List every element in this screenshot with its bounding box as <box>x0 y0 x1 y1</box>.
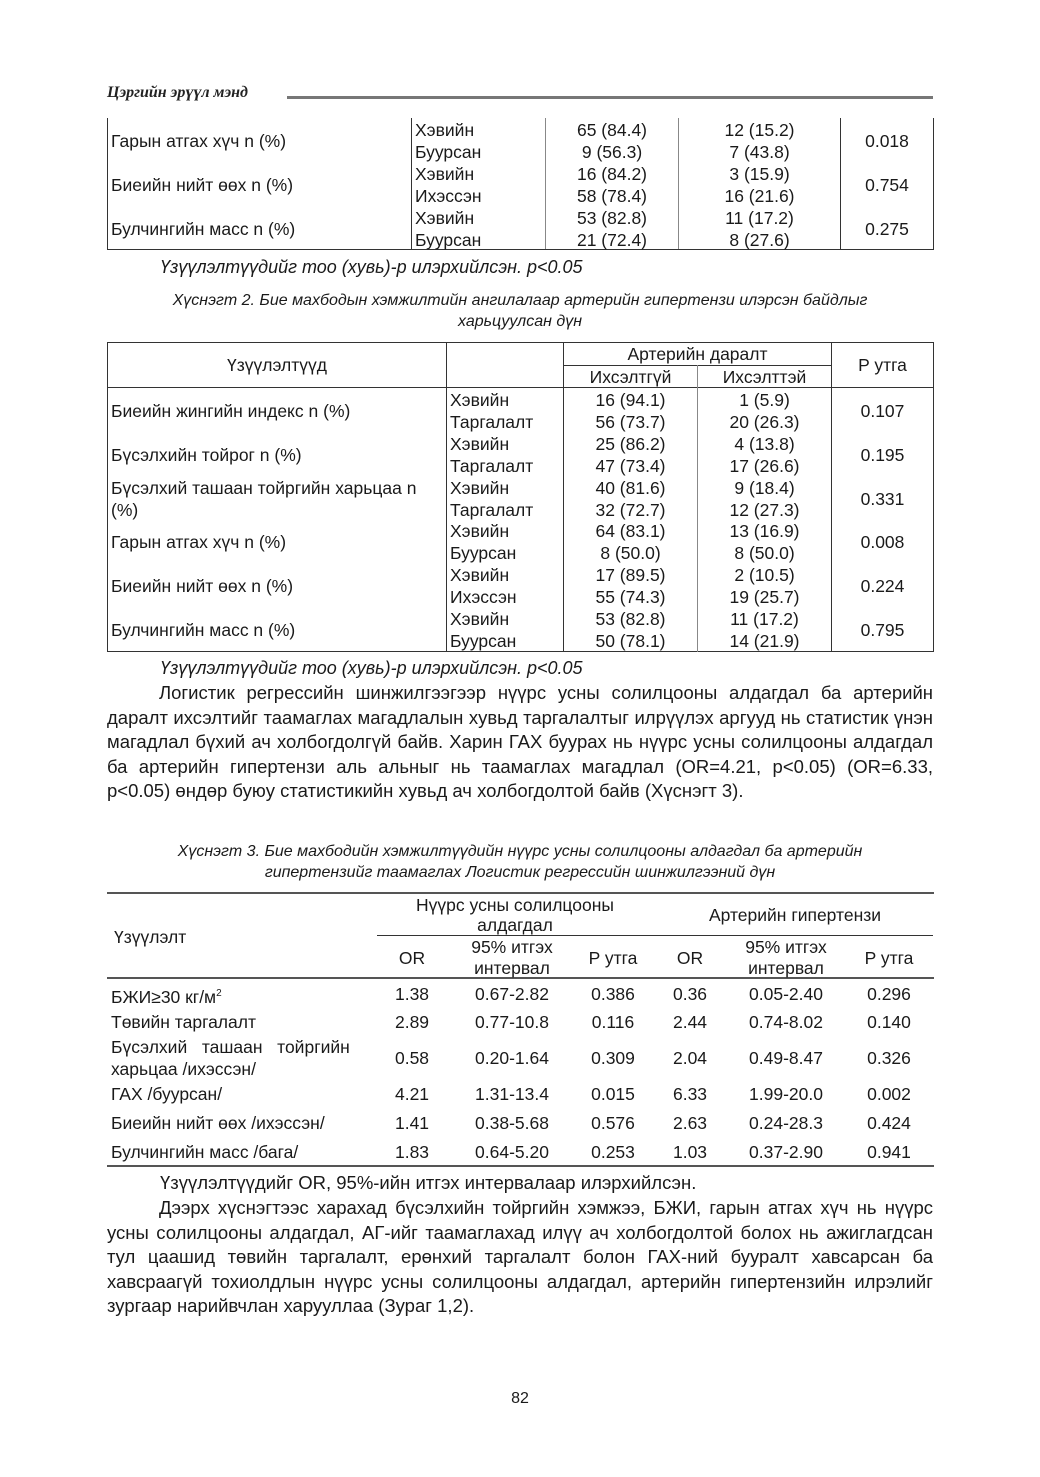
header-p: P утга <box>588 948 638 968</box>
row-label: Булчингийн масс n (%) <box>111 620 296 640</box>
row-label: ГАХ /буурсан/ <box>111 1084 223 1104</box>
cell-ci: 0.37-2.90 <box>749 1142 823 1162</box>
row-label: Булчингийн масс n (%) <box>111 219 296 239</box>
cell-or: 2.04 <box>672 1048 708 1068</box>
header-group1-line2: алдагдал <box>477 915 553 935</box>
table-border-bottom <box>107 1165 934 1167</box>
cell-or: 2.89 <box>394 1012 430 1032</box>
cell-or: 4.21 <box>394 1084 430 1104</box>
cell-value: 50 (78.1) <box>595 631 666 651</box>
cell-value: 7 (43.8) <box>729 142 790 162</box>
cell-value: 3 (15.9) <box>729 164 790 184</box>
header-or: OR <box>398 948 426 968</box>
cell-p: 0.253 <box>591 1142 635 1162</box>
table-border-left <box>107 342 108 652</box>
sub-category: Хэвийн <box>450 434 510 454</box>
p-value: 0.795 <box>860 620 905 640</box>
cell-ci: 0.77-10.8 <box>475 1012 549 1032</box>
running-head: Цэргийн эрүүл мэнд <box>107 84 248 101</box>
cell-value: 9 (56.3) <box>581 142 643 162</box>
sub-category: Хэвийн <box>450 521 510 541</box>
cell-ci: 0.20-1.64 <box>475 1048 549 1068</box>
sub-category: Таргалалт <box>450 500 534 520</box>
row-label: Бүсэлхий ташаан тойргийн <box>111 1037 350 1057</box>
cell-value: 20 (26.3) <box>729 412 800 432</box>
cell-or: 0.36 <box>672 984 708 1004</box>
cell-value: 55 (74.3) <box>595 587 666 607</box>
header-col2: Ихсэлттэй <box>722 367 807 387</box>
cell-value: 4 (13.8) <box>734 434 795 454</box>
p-value: 0.018 <box>865 131 909 151</box>
cell-or: 1.41 <box>394 1113 430 1133</box>
cell-value: 11 (17.2) <box>725 208 794 228</box>
cell-value: 8 (50.0) <box>734 543 795 563</box>
sub-category: Хэвийн <box>450 565 510 585</box>
table3-note: Үзүүлэлтүүдийг OR, 95%-ийн итгэх интервалаар илэрхийлсэн. <box>160 1172 697 1193</box>
table1-note: Үзүүлэлтүүдийг тоо (хувь)-р илэрхийлсэн. p<0.05 <box>160 257 583 277</box>
row-label: БЖИ≥30 $кг/м^2$ <box>111 986 222 1007</box>
row-label: Бүсэлхийн тойрог n (%) <box>111 445 302 465</box>
table-divider <box>411 118 412 249</box>
table-divider <box>446 342 447 652</box>
row-label: Бүсэлхий ташаан тойргийн харьцаа n <box>111 478 417 498</box>
table3-caption: Хүснэгт 3. Бие махбодийн хэмжилтүүдийн нүүрс усны солилцооны алдагдал ба артерийн <box>177 843 863 860</box>
p-value: 0.275 <box>865 219 909 239</box>
body-paragraph-2: Дээрх хүснэгтээс харахад бүсэлхийн тойргийн хэмжээ, БЖИ, гарын атгах хүч нь нүүрс усны солилцооны алдагдал, АГ-ийг таамаглахад илүү ач холбогдолтой болох нь ажиглагдсан тул цаашид төвийн таргалалт, ерөнхий таргалалт болон ГАХ-ний бууралт хавсарсан ба хавсраагүй тохиолдлын нүүрс усны солилцооны алдагдал, артерийн гипертензийн илрэлийг зургаар нарийвчлан харууллаа (Зураг 1,2). <box>107 1197 933 1316</box>
cell-p: 0.386 <box>591 984 635 1004</box>
p-value: 0.224 <box>860 576 905 596</box>
cell-value: 12 (15.2) <box>724 120 795 140</box>
cell-value: 58 (78.4) <box>576 186 648 206</box>
table3-caption-line2: гипертензийг таамаглах Логистик регрессийн шинжилгээний дүн <box>264 864 776 881</box>
cell-value: 53 (82.8) <box>576 208 648 228</box>
cell-p: 0.326 <box>867 1048 911 1068</box>
sub-category: Буурсан <box>450 543 517 563</box>
cell-value: 47 (73.4) <box>595 456 666 476</box>
header-or: OR <box>676 948 704 968</box>
cell-ci: 1.31-13.4 <box>475 1084 549 1104</box>
header-col1: Ихсэлтгүй <box>589 367 672 387</box>
row-label: Гарын атгах хүч n (%) <box>111 131 287 151</box>
cell-value: 2 (10.5) <box>734 565 795 585</box>
row-label-line2: (%) <box>111 500 139 520</box>
table-border-right <box>933 118 934 249</box>
row-label: Биеийн нийт өөх n (%) <box>111 576 294 596</box>
header-group1: Нүүрс усны солилцооны <box>416 895 614 915</box>
cell-value: 16 (21.6) <box>724 186 795 206</box>
header-group2: Артерийн гипертензи <box>708 905 882 925</box>
sub-category: Буурсан <box>450 631 517 651</box>
body-paragraph-1: Логистик регрессийн шинжилгээгээр нүүрс усны солилцооны алдагдал ба артерийн даралт ихсэлтийг таамаглах магадлалын хувьд таргалалтыг илрүүлэх аргууд нь статистик үнэн магадлал бүхий ач холбогдолгүй байв. Харин ГАХ буурах нь нүүрс усны солилцооны алдагдал ба артерийн гипертензи аль альныг нь таамаглах магадлал (OR=4.21, p<0.05) (OR=6.33, p<0.05) өндөр буюу статистикийн хувьд ач холбогдолтой байв (Хүснэгт 3). <box>107 682 933 801</box>
cell-value: 53 (82.8) <box>595 609 666 629</box>
header-ci: 95% итгэх <box>745 937 827 957</box>
cell-value: 19 (25.7) <box>729 587 800 607</box>
header-ci-line2: интервал <box>748 958 824 978</box>
header-p: P утга <box>864 948 914 968</box>
cell-value: 8 (27.6) <box>729 230 790 250</box>
sub-category: Хэвийн <box>450 390 510 410</box>
table2-caption: Хүснэгт 2. Бие махбодын хэмжилтийн ангилалаар артерийн гипертензи илэрсэн байдлыг <box>172 292 868 309</box>
cell-p: 0.116 <box>591 1012 635 1032</box>
sub-category: Буурсан <box>415 142 482 162</box>
cell-value: 32 (72.7) <box>595 500 666 520</box>
header-indicators: Үзүүлэлтүүд <box>227 355 327 375</box>
row-label: Төвийн таргалалт <box>111 1012 256 1032</box>
cell-or: 1.83 <box>394 1142 430 1162</box>
sub-category: Хэвийн <box>415 120 475 140</box>
sub-category: Хэвийн <box>415 208 475 228</box>
header-rule <box>287 96 933 99</box>
cell-value: 8 (50.0) <box>600 543 661 563</box>
cell-p: 0.424 <box>867 1113 911 1133</box>
row-label: Гарын атгах хүч n (%) <box>111 532 287 552</box>
cell-value: 13 (16.9) <box>729 521 800 541</box>
header-group: Артерийн даралт <box>627 344 768 364</box>
cell-ci: 1.99-20.0 <box>749 1084 823 1104</box>
cell-or: 2.63 <box>672 1113 708 1133</box>
cell-value: 64 (83.1) <box>595 521 666 541</box>
row-label: Биеийн нийт өөх n (%) <box>111 175 294 195</box>
cell-ci: 0.67-2.82 <box>475 984 549 1004</box>
header-ci-line2: интервал <box>474 958 550 978</box>
cell-p: 0.015 <box>591 1084 635 1104</box>
p-value: 0.107 <box>860 401 905 421</box>
cell-p: 0.941 <box>867 1142 911 1162</box>
table2-caption-line2: харьцуулсан дүн <box>458 313 582 330</box>
header-ci: 95% итгэх <box>471 937 553 957</box>
cell-or: 6.33 <box>672 1084 708 1104</box>
cell-ci: 0.64-5.20 <box>475 1142 549 1162</box>
cell-value: 17 (26.6) <box>729 456 800 476</box>
sub-category: Буурсан <box>415 230 482 250</box>
sub-category: Ихэссэн <box>415 186 482 206</box>
cell-value: 1 (5.9) <box>739 390 790 410</box>
cell-value: 56 (73.7) <box>595 412 666 432</box>
cell-or: 2.44 <box>672 1012 708 1032</box>
cell-ci: 0.49-8.47 <box>749 1048 823 1068</box>
p-value: 0.008 <box>860 532 905 552</box>
header-p: P утга <box>858 355 907 375</box>
cell-ci: 0.05-2.40 <box>749 984 823 1004</box>
cell-value: 21 (72.4) <box>576 230 648 250</box>
table2-note: Үзүүлэлтүүдийг тоо (хувь)-р илэрхийлсэн. p<0.05 <box>160 658 583 678</box>
sub-category: Хэвийн <box>450 609 510 629</box>
row-label: Булчингийн масс /бага/ <box>111 1142 299 1162</box>
p-value: 0.754 <box>865 175 909 195</box>
cell-value: 12 (27.3) <box>729 500 800 520</box>
cell-value: 16 (84.2) <box>576 164 648 184</box>
cell-value: 17 (89.5) <box>595 565 666 585</box>
row-label: Биеийн нийт өөх /ихэссэн/ <box>111 1113 325 1133</box>
row-label-line2: харьцаа /ихэссэн/ <box>111 1059 256 1079</box>
sub-category: Ихэссэн <box>450 587 517 607</box>
cell-or: 0.58 <box>394 1048 430 1068</box>
cell-or: 1.03 <box>672 1142 708 1162</box>
cell-value: 65 (84.4) <box>576 120 648 140</box>
cell-value: 9 (18.4) <box>734 478 795 498</box>
sub-category: Таргалалт <box>450 456 534 476</box>
cell-p: 0.576 <box>591 1113 635 1133</box>
cell-value: 14 (21.9) <box>729 631 800 651</box>
cell-value: 11 (17.2) <box>730 609 799 629</box>
cell-p: 0.309 <box>591 1048 635 1068</box>
cell-p: 0.140 <box>867 1012 911 1032</box>
page-number: 82 <box>511 1390 529 1407</box>
sub-category: Хэвийн <box>415 164 475 184</box>
cell-value: 16 (94.1) <box>595 390 666 410</box>
p-value: 0.195 <box>860 445 905 465</box>
header-indicator: Үзүүлэлт <box>114 927 187 947</box>
row-label: Биеийн жингийн индекс n (%) <box>111 401 351 421</box>
cell-ci: 0.74-8.02 <box>749 1012 823 1032</box>
sub-category: Таргалалт <box>450 412 534 432</box>
cell-p: 0.002 <box>867 1084 911 1104</box>
p-value: 0.331 <box>860 489 905 509</box>
cell-or: 1.38 <box>394 984 430 1004</box>
cell-ci: 0.24-28.3 <box>749 1113 823 1133</box>
table-border-left <box>107 118 108 249</box>
cell-value: 40 (81.6) <box>595 478 666 498</box>
cell-value: 25 (86.2) <box>595 434 666 454</box>
cell-p: 0.296 <box>867 984 911 1004</box>
cell-ci: 0.38-5.68 <box>475 1113 549 1133</box>
table-border-right <box>933 342 934 652</box>
sub-category: Хэвийн <box>450 478 510 498</box>
